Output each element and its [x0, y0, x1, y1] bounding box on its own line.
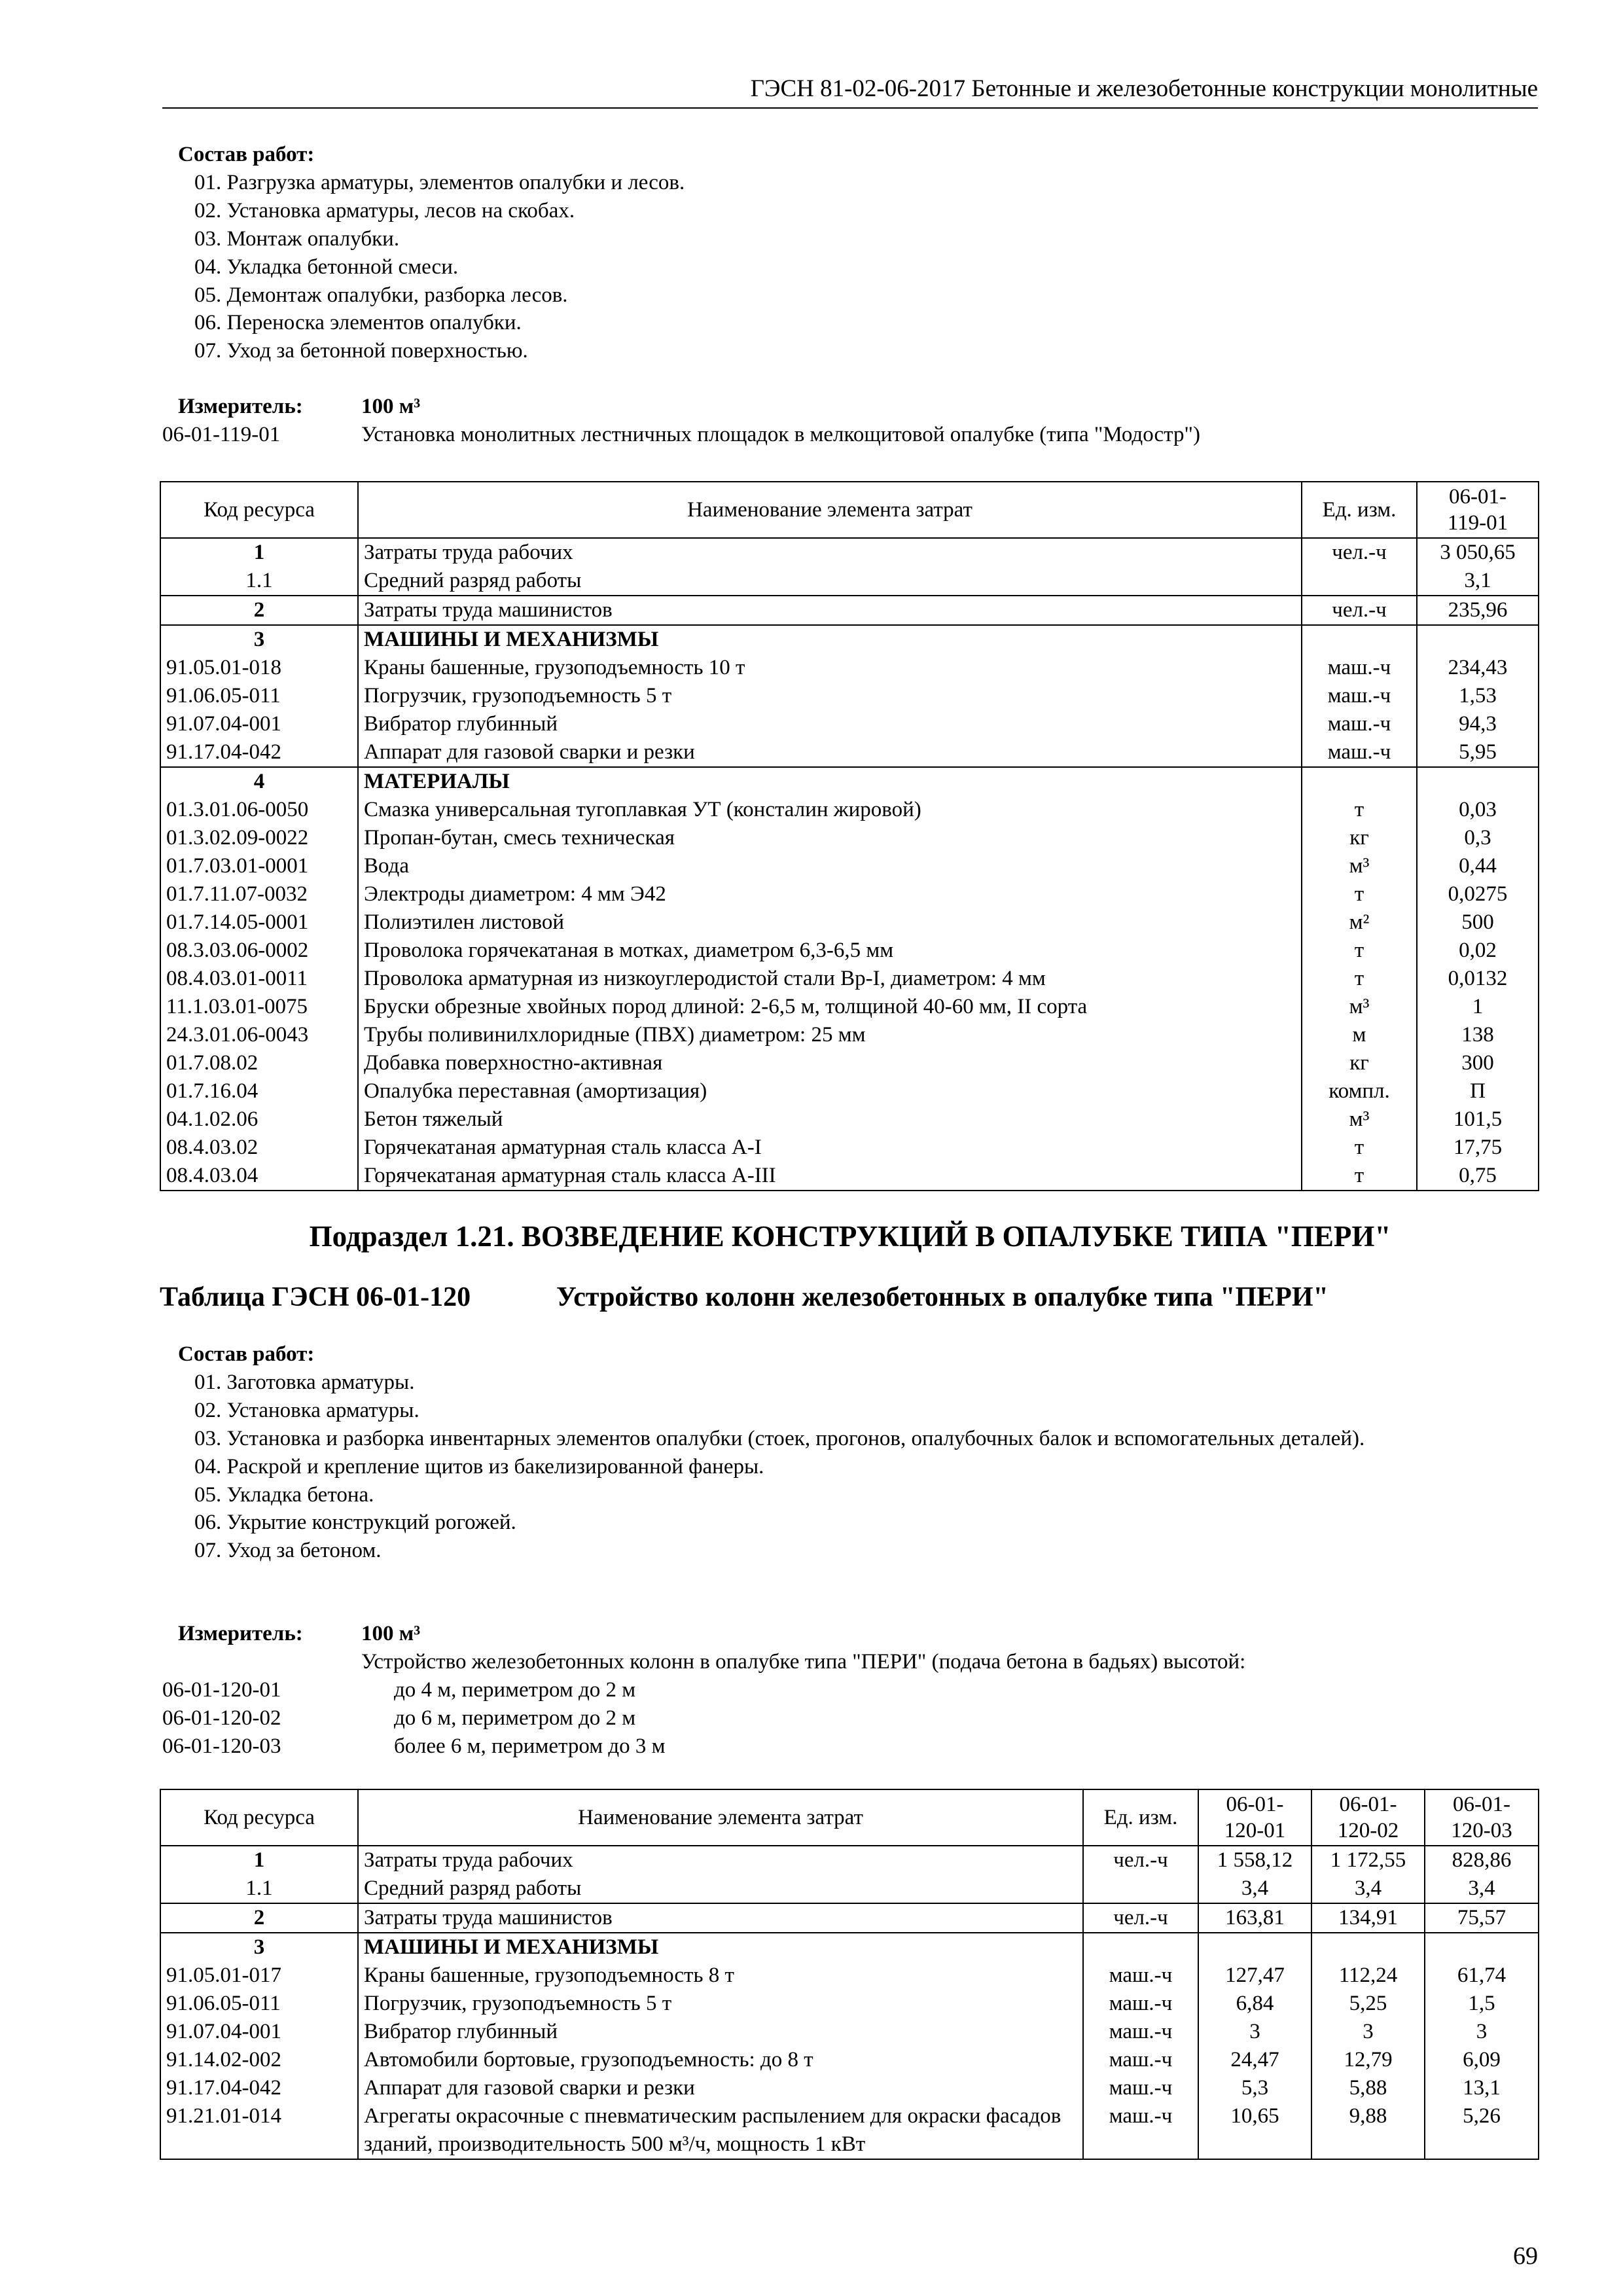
work-step: 01. Разгрузка арматуры, элементов опалубки и лесов. — [194, 171, 685, 194]
table-label-2: Таблица ГЭСН 06-01-120 — [160, 1282, 471, 1312]
norm-description-1: Установка монолитных лестничных площадок в мелкощитовой опалубке (типа "Модостр") — [361, 423, 1200, 446]
norm-code: 06-01-120-01 — [162, 1678, 281, 1702]
cost-table-2-body — [160, 1846, 1539, 2159]
cell-code: 91.07.04-001 — [160, 710, 358, 738]
cell-unit: м³ — [1302, 993, 1417, 1021]
cell-value: 0,75 — [1417, 1162, 1539, 1191]
cell-unit: маш.-ч — [1302, 682, 1417, 710]
cell-value: 13,1 — [1425, 2074, 1539, 2102]
work-step: 06. Переноска элементов опалубки. — [194, 311, 522, 335]
table-title-2: Устройство колонн железобетонных в опалубке типа "ПЕРИ" — [556, 1282, 1329, 1312]
cell-code: 01.3.02.09-0022 — [160, 824, 358, 852]
cell-name: Затраты труда рабочих — [358, 538, 1302, 567]
cell-unit: маш.-ч — [1083, 1962, 1198, 1990]
meter-description-2: Устройство железобетонных колонн в опалубке типа "ПЕРИ" (подача бетона в бадьях) высотой: — [361, 1650, 1246, 1674]
cell-value: 5,26 — [1425, 2102, 1539, 2159]
cell-code: 2 — [160, 1903, 358, 1933]
meter-value-1: 100 м³ — [361, 395, 421, 418]
work-step: 05. Укладка бетона. — [194, 1482, 374, 1507]
table-row — [160, 1990, 1539, 2018]
cell-code: 01.7.14.05-0001 — [160, 908, 358, 937]
table-row — [160, 1962, 1539, 1990]
table-row — [160, 2074, 1539, 2102]
table-row — [160, 1846, 1539, 1874]
cell-value: 5,95 — [1417, 738, 1539, 767]
cell-value: 0,3 — [1417, 824, 1539, 852]
cell-name: Горячекатаная арматурная сталь класса А-III — [358, 1162, 1302, 1191]
cell-name: Электроды диаметром: 4 мм Э42 — [358, 880, 1302, 908]
work-step: 04. Раскрой и крепление щитов из бакелизированной фанеры. — [194, 1454, 764, 1479]
cell-unit: маш.-ч — [1083, 2074, 1198, 2102]
cell-value: 17,75 — [1417, 1134, 1539, 1162]
col-head-name: Наименование элемента затрат — [358, 482, 1302, 538]
cell-name: Бруски обрезные хвойных пород длиной: 2-6,5 м, толщиной 40-60 мм, II сорта — [358, 993, 1302, 1021]
cell-value — [1417, 625, 1539, 654]
cell-code: 01.3.01.06-0050 — [160, 796, 358, 824]
cell-value: 12,79 — [1311, 2046, 1425, 2074]
cell-value: 112,24 — [1311, 1962, 1425, 1990]
cell-code: 08.4.03.01-0011 — [160, 965, 358, 993]
table-row — [160, 1105, 1539, 1134]
cell-unit: чел.-ч — [1302, 538, 1417, 567]
cell-name: Опалубка переставная (амортизация) — [358, 1077, 1302, 1105]
cell-unit: т — [1302, 880, 1417, 908]
cell-value: 0,44 — [1417, 852, 1539, 880]
cell-code: 24.3.01.06-0043 — [160, 1021, 358, 1049]
cell-name: Затраты труда машинистов — [358, 1903, 1083, 1933]
cell-name: Агрегаты окрасочные с пневматическим распылением для окраски фасадов зданий, производительность 500 м³/ч, мощность 1 кВт — [358, 2102, 1083, 2159]
cell-value: 0,0275 — [1417, 880, 1539, 908]
cell-code: 01.7.11.07-0032 — [160, 880, 358, 908]
cell-code: 08.3.03.06-0002 — [160, 937, 358, 965]
cell-name: Автомобили бортовые, грузоподъемность: до 8 т — [358, 2046, 1083, 2074]
cell-value: 1,53 — [1417, 682, 1539, 710]
table-row — [160, 2102, 1539, 2159]
cell-name: Краны башенные, грузоподъемность 10 т — [358, 654, 1302, 682]
cell-value: 6,84 — [1198, 1990, 1311, 2018]
cell-unit: компл. — [1302, 1077, 1417, 1105]
table-row — [160, 880, 1539, 908]
table-row — [160, 937, 1539, 965]
cell-code: 91.07.04-001 — [160, 2018, 358, 2046]
table-row — [160, 1933, 1539, 1962]
cell-value: 3 — [1425, 2018, 1539, 2046]
cell-name: Погрузчик, грузоподъемность 5 т — [358, 682, 1302, 710]
cell-unit: маш.-ч — [1083, 2018, 1198, 2046]
cell-name: Бетон тяжелый — [358, 1105, 1302, 1134]
work-step: 02. Установка арматуры, лесов на скобах. — [194, 198, 575, 223]
cell-unit: маш.-ч — [1083, 2046, 1198, 2074]
running-header: ГЭСН 81-02-06-2017 Бетонные и железобетонные конструкции монолитные — [162, 73, 1538, 109]
col-head-line2: 120-02 — [1337, 1819, 1399, 1842]
cell-unit: т — [1302, 965, 1417, 993]
work-step: 01. Заготовка арматуры. — [194, 1371, 415, 1394]
cell-code: 91.05.01-017 — [160, 1962, 358, 1990]
cell-name: МАШИНЫ И МЕХАНИЗМЫ — [358, 625, 1302, 654]
col-head-code: Код ресурса — [160, 482, 358, 538]
cell-value: П — [1417, 1077, 1539, 1105]
col-head-code: Код ресурса — [160, 1789, 358, 1846]
cell-code: 04.1.02.06 — [160, 1105, 358, 1134]
cell-value: 10,65 — [1198, 2102, 1311, 2159]
cell-unit — [1302, 567, 1417, 596]
cell-name: Проволока арматурная из низкоуглеродистой стали Вр-I, диаметром: 4 мм — [358, 965, 1302, 993]
col-head-name: Наименование элемента затрат — [358, 1789, 1083, 1846]
col-head-unit: Ед. изм. — [1302, 482, 1417, 538]
cell-value: 75,57 — [1425, 1903, 1539, 1933]
cell-unit — [1083, 1874, 1198, 1903]
table-row — [160, 567, 1539, 596]
cell-unit: маш.-ч — [1302, 710, 1417, 738]
cell-unit: маш.-ч — [1302, 738, 1417, 767]
cell-value: 0,02 — [1417, 937, 1539, 965]
cell-unit: маш.-ч — [1083, 1990, 1198, 2018]
col-head-line1: 06-01- — [1226, 1793, 1284, 1816]
cell-value: 127,47 — [1198, 1962, 1311, 1990]
cell-name: Средний разряд работы — [358, 567, 1302, 596]
cell-code: 91.06.05-011 — [160, 682, 358, 710]
cell-unit — [1302, 625, 1417, 654]
subsection-title: Подраздел 1.21. ВОЗВЕДЕНИЕ КОНСТРУКЦИЙ В ОПАЛУБКЕ ТИПА "ПЕРИ" — [309, 1220, 1391, 1253]
cell-value: 5,25 — [1311, 1990, 1425, 2018]
cell-unit — [1302, 767, 1417, 796]
table-row — [160, 538, 1539, 567]
cell-code: 91.14.02-002 — [160, 2046, 358, 2074]
table-row — [160, 824, 1539, 852]
col-head-unit: Ед. изм. — [1083, 1789, 1198, 1846]
cell-unit: кг — [1302, 824, 1417, 852]
cell-name: Вода — [358, 852, 1302, 880]
table-row — [160, 1049, 1539, 1077]
norm-code: 06-01-120-03 — [162, 1734, 281, 1758]
table-row — [160, 908, 1539, 937]
cell-code: 91.17.04-042 — [160, 738, 358, 767]
col-head-norm — [1417, 482, 1539, 538]
cell-code: 11.1.03.01-0075 — [160, 993, 358, 1021]
cell-name: Аппарат для газовой сварки и резки — [358, 738, 1302, 767]
cell-value: 828,86 — [1425, 1846, 1539, 1874]
cell-value: 24,47 — [1198, 2046, 1311, 2074]
cell-value: 61,74 — [1425, 1962, 1539, 1990]
cell-unit: т — [1302, 1134, 1417, 1162]
cell-code: 91.05.01-018 — [160, 654, 358, 682]
table-row — [160, 596, 1539, 625]
cell-code: 1 — [160, 538, 358, 567]
cell-value — [1417, 767, 1539, 796]
cell-unit: м³ — [1302, 1105, 1417, 1134]
col-head-norm-03 — [1425, 1789, 1539, 1846]
cell-value: 500 — [1417, 908, 1539, 937]
table-row — [160, 1021, 1539, 1049]
work-steps-2 — [194, 1369, 1477, 1565]
cell-value: 234,43 — [1417, 654, 1539, 682]
col-head-line2: 120-01 — [1224, 1819, 1286, 1842]
work-step: 04. Укладка бетонной смеси. — [194, 255, 459, 279]
work-steps-1 — [194, 169, 1477, 365]
cell-code: 1.1 — [160, 567, 358, 596]
norm-code-text: до 4 м, периметром до 2 м — [394, 1678, 636, 1702]
cell-name: Вибратор глубинный — [358, 2018, 1083, 2046]
col-head-line1: 06-01- — [1339, 1793, 1397, 1816]
work-step: 07. Уход за бетоном. — [194, 1539, 382, 1563]
work-step: 07. Уход за бетонной поверхностью. — [194, 339, 528, 363]
cell-value: 5,3 — [1198, 2074, 1311, 2102]
cell-value: 94,3 — [1417, 710, 1539, 738]
cell-value: 101,5 — [1417, 1105, 1539, 1134]
cell-value: 3,4 — [1198, 1874, 1311, 1903]
cell-code: 1 — [160, 1846, 358, 1874]
cell-name: Затраты труда рабочих — [358, 1846, 1083, 1874]
cell-value: 3,1 — [1417, 567, 1539, 596]
cell-value: 138 — [1417, 1021, 1539, 1049]
cost-table-1 — [160, 481, 1539, 1191]
table-row — [160, 2018, 1539, 2046]
col-head-norm-02 — [1311, 1789, 1425, 1846]
cell-value: 1 558,12 — [1198, 1846, 1311, 1874]
meter-label-2: Измеритель: — [178, 1622, 303, 1645]
cell-name: Добавка поверхностно-активная — [358, 1049, 1302, 1077]
table-row — [160, 710, 1539, 738]
cell-code: 2 — [160, 596, 358, 625]
work-step: 05. Демонтаж опалубки, разборка лесов. — [194, 283, 568, 307]
cell-name: МАТЕРИАЛЫ — [358, 767, 1302, 796]
cost-table-2 — [160, 1789, 1539, 2160]
cell-name: Вибратор глубинный — [358, 710, 1302, 738]
norm-code-text: до 6 м, периметром до 2 м — [394, 1706, 636, 1730]
col-head-norm-01 — [1198, 1789, 1311, 1846]
cell-value: 5,88 — [1311, 2074, 1425, 2102]
table-row — [160, 1162, 1539, 1191]
table-row — [160, 796, 1539, 824]
table-row — [160, 767, 1539, 796]
table-header-row — [160, 1789, 1539, 1846]
cell-value — [1425, 1933, 1539, 1962]
cell-name: Средний разряд работы — [358, 1874, 1083, 1903]
cell-name: Полиэтилен листовой — [358, 908, 1302, 937]
norm-code: 06-01-120-02 — [162, 1706, 281, 1730]
table-row — [160, 1134, 1539, 1162]
cell-unit: м² — [1302, 908, 1417, 937]
cell-value: 3 050,65 — [1417, 538, 1539, 567]
cell-name: Пропан-бутан, смесь техническая — [358, 824, 1302, 852]
cell-value: 1,5 — [1425, 1990, 1539, 2018]
cell-name: Трубы поливинилхлоридные (ПВХ) диаметром: 25 мм — [358, 1021, 1302, 1049]
work-step: 02. Установка арматуры. — [194, 1398, 419, 1422]
cell-value: 0,03 — [1417, 796, 1539, 824]
table-row — [160, 654, 1539, 682]
cell-value: 134,91 — [1311, 1903, 1425, 1933]
cell-code: 91.06.05-011 — [160, 1990, 358, 2018]
cell-code: 1.1 — [160, 1874, 358, 1903]
norm-code-1: 06-01-119-01 — [162, 423, 281, 446]
cell-unit — [1083, 1933, 1198, 1962]
cell-value: 3 — [1198, 2018, 1311, 2046]
cell-code: 08.4.03.04 — [160, 1162, 358, 1191]
cell-value — [1311, 1933, 1425, 1962]
cell-value: 1 — [1417, 993, 1539, 1021]
table-row — [160, 993, 1539, 1021]
col-head-line2: 120-03 — [1451, 1819, 1512, 1842]
table-row — [160, 682, 1539, 710]
work-composition-heading-1: Состав работ: — [178, 143, 315, 166]
table-row — [160, 1903, 1539, 1933]
cell-unit: чел.-ч — [1302, 596, 1417, 625]
cell-value: 235,96 — [1417, 596, 1539, 625]
table-row — [160, 852, 1539, 880]
cell-value: 6,09 — [1425, 2046, 1539, 2074]
cell-value: 3,4 — [1311, 1874, 1425, 1903]
cell-unit: чел.-ч — [1083, 1846, 1198, 1874]
cell-name: Проволока горячекатаная в мотках, диаметром 6,3-6,5 мм — [358, 937, 1302, 965]
cell-value: 3 — [1311, 2018, 1425, 2046]
cell-name: МАШИНЫ И МЕХАНИЗМЫ — [358, 1933, 1083, 1962]
meter-label-1: Измеритель: — [178, 395, 303, 418]
cell-name: Краны башенные, грузоподъемность 8 т — [358, 1962, 1083, 1990]
cell-unit: маш.-ч — [1083, 2102, 1198, 2159]
cell-value: 163,81 — [1198, 1903, 1311, 1933]
cell-name: Аппарат для газовой сварки и резки — [358, 2074, 1083, 2102]
work-composition-heading-2: Состав работ: — [178, 1342, 315, 1366]
cell-unit: м³ — [1302, 852, 1417, 880]
table-row — [160, 1077, 1539, 1105]
cell-name: Затраты труда машинистов — [358, 596, 1302, 625]
cell-unit: маш.-ч — [1302, 654, 1417, 682]
cost-table-1-body — [160, 538, 1539, 1191]
cell-unit: т — [1302, 1162, 1417, 1191]
cell-value: 1 172,55 — [1311, 1846, 1425, 1874]
page-number: 69 — [1513, 2242, 1538, 2270]
cell-code: 01.7.03.01-0001 — [160, 852, 358, 880]
table-row — [160, 1874, 1539, 1903]
norm-code-text: более 6 м, периметром до 3 м — [394, 1734, 666, 1758]
col-head-line1: 06-01- — [1453, 1793, 1510, 1816]
cell-name: Горячекатаная арматурная сталь класса А-I — [358, 1134, 1302, 1162]
cell-value: 0,0132 — [1417, 965, 1539, 993]
cell-value — [1198, 1933, 1311, 1962]
work-step — [194, 1425, 1477, 1453]
cell-code: 3 — [160, 1933, 358, 1962]
cell-unit: т — [1302, 796, 1417, 824]
work-step-text: 03. Установка и разборка инвентарных элементов опалубки (стоек, прогонов, опалубочных балок и вспомогательных деталей). — [194, 1426, 1365, 1450]
cell-code: 08.4.03.02 — [160, 1134, 358, 1162]
cell-code: 01.7.08.02 — [160, 1049, 358, 1077]
col-head-norm-line1: 06-01- — [1449, 485, 1507, 509]
work-step: 03. Монтаж опалубки. — [194, 226, 400, 251]
table-row — [160, 965, 1539, 993]
cell-value: 300 — [1417, 1049, 1539, 1077]
cell-unit: чел.-ч — [1083, 1903, 1198, 1933]
meter-value-2: 100 м³ — [361, 1622, 421, 1645]
cell-name: Смазка универсальная тугоплавкая УТ (консталин жировой) — [358, 796, 1302, 824]
col-head-norm-line2: 119-01 — [1447, 511, 1508, 535]
work-step: 06. Укрытие конструкций рогожей. — [194, 1511, 516, 1535]
cell-code: 01.7.16.04 — [160, 1077, 358, 1105]
table-row — [160, 738, 1539, 767]
cell-name: Погрузчик, грузоподъемность 5 т — [358, 1990, 1083, 2018]
cell-code: 91.21.01-014 — [160, 2102, 358, 2159]
cell-unit: т — [1302, 937, 1417, 965]
cell-code: 3 — [160, 625, 358, 654]
cell-unit: м — [1302, 1021, 1417, 1049]
cell-value: 9,88 — [1311, 2102, 1425, 2159]
cell-unit: кг — [1302, 1049, 1417, 1077]
cell-code: 91.17.04-042 — [160, 2074, 358, 2102]
cell-code: 4 — [160, 767, 358, 796]
cell-value: 3,4 — [1425, 1874, 1539, 1903]
table-row — [160, 2046, 1539, 2074]
table-header-row — [160, 482, 1539, 538]
table-row — [160, 625, 1539, 654]
